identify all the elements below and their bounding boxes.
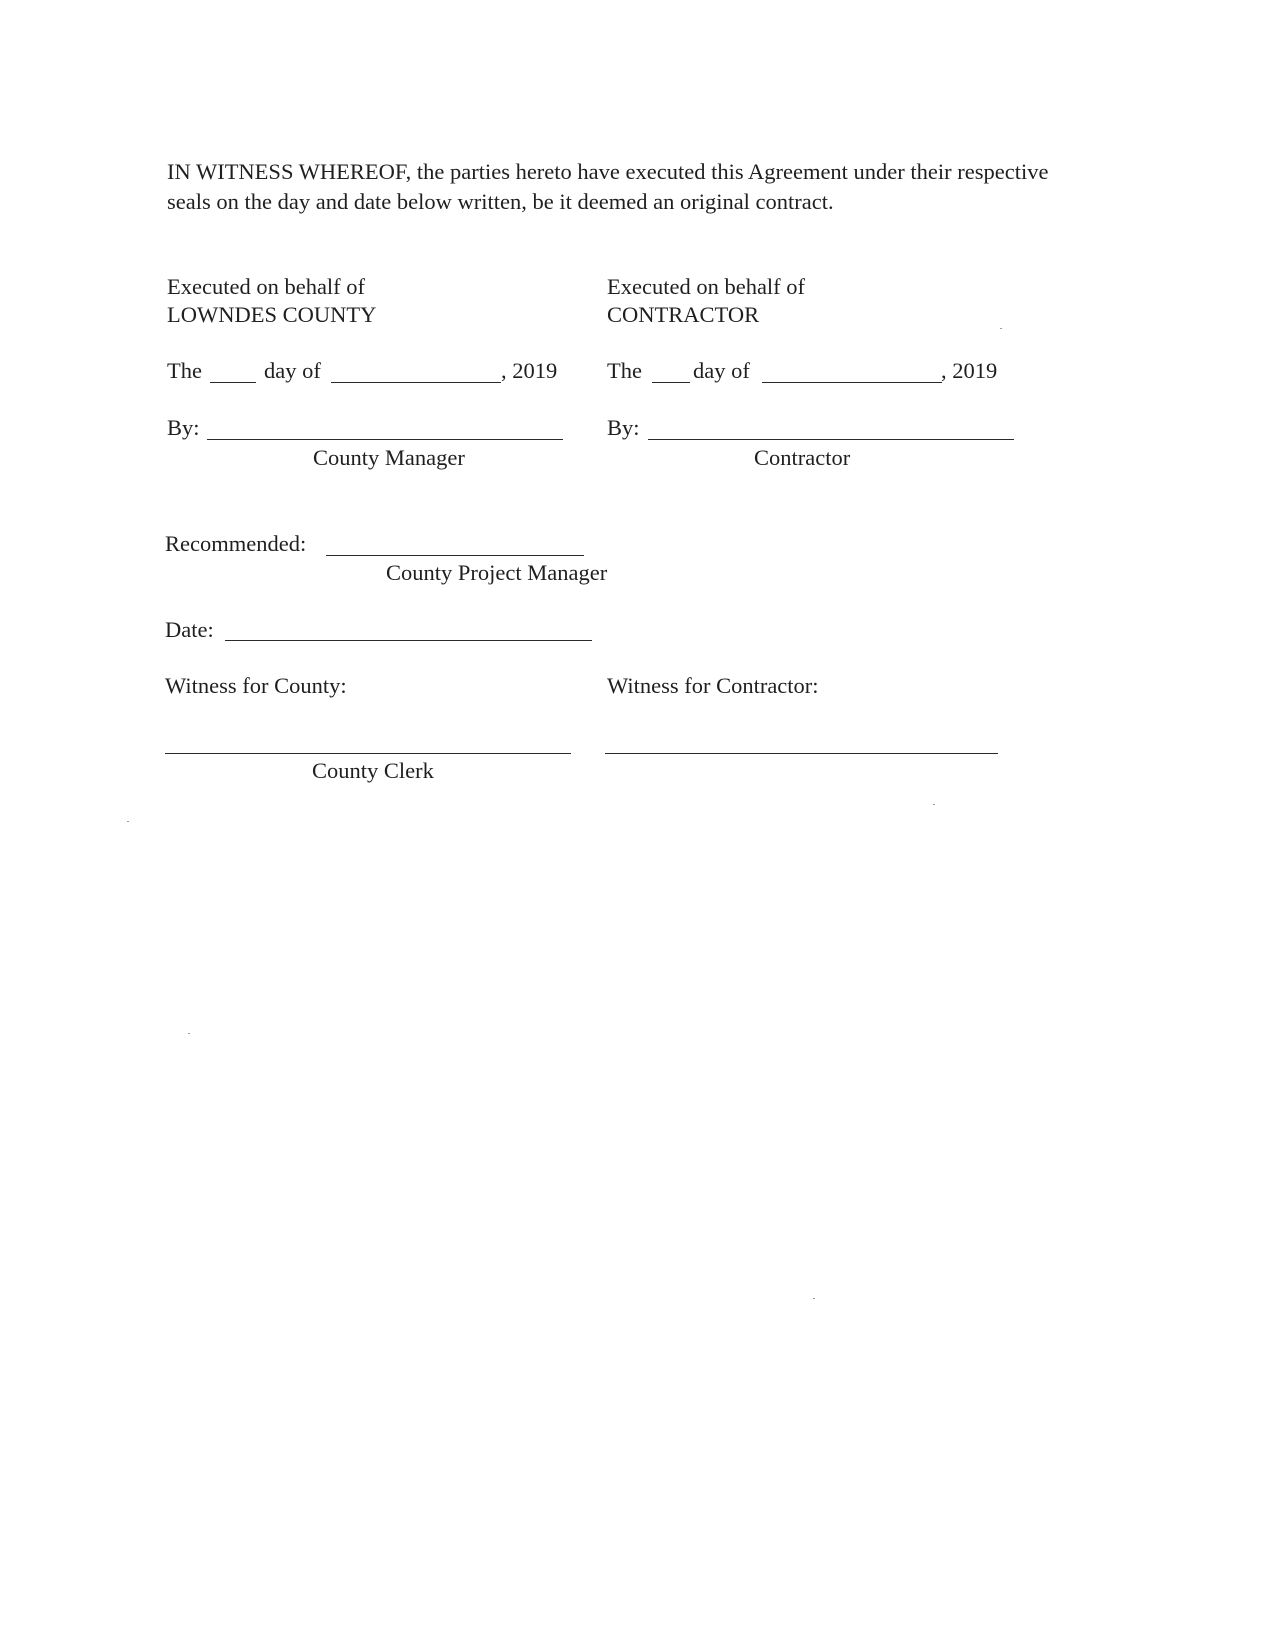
scan-speck	[127, 821, 129, 822]
contractor-day-blank[interactable]	[652, 382, 690, 383]
county-month-blank[interactable]	[331, 382, 501, 383]
contractor-signature-line[interactable]	[648, 439, 1014, 440]
witness-contractor-label: Witness for Contractor:	[607, 673, 819, 698]
contractor-the-label: The	[607, 358, 642, 383]
contractor-day-of-label: day of	[693, 358, 750, 383]
date-label: Date:	[165, 617, 214, 642]
county-project-manager-title: County Project Manager	[386, 560, 608, 585]
county-clerk-title: County Clerk	[312, 758, 434, 783]
county-party-name: LOWNDES COUNTY	[167, 302, 377, 327]
county-the-label: The	[167, 358, 202, 383]
contractor-month-blank[interactable]	[762, 382, 942, 383]
contractor-by-label: By:	[607, 415, 640, 440]
contractor-party-name: CONTRACTOR	[607, 302, 760, 327]
witness-county-label: Witness for County:	[165, 673, 347, 698]
scan-speck	[1000, 328, 1002, 329]
county-manager-signature-line[interactable]	[207, 439, 563, 440]
scan-speck	[188, 1033, 190, 1034]
date-line[interactable]	[225, 640, 592, 641]
county-year-suffix: , 2019	[501, 358, 558, 383]
recommended-label: Recommended:	[165, 531, 307, 556]
paragraph-line-1: IN WITNESS WHEREOF, the parties hereto have executed this Agreement under their respective	[167, 159, 1049, 184]
county-executed-label: Executed on behalf of	[167, 274, 366, 299]
county-manager-title: County Manager	[313, 445, 465, 470]
scan-speck	[813, 1298, 815, 1299]
witness-whereof-paragraph	[167, 157, 1127, 217]
recommended-signature-line[interactable]	[326, 555, 584, 556]
contractor-title: Contractor	[754, 445, 851, 470]
scan-speck	[933, 804, 935, 805]
county-day-blank[interactable]	[210, 382, 256, 383]
witness-contractor-signature-line[interactable]	[605, 753, 998, 754]
county-by-label: By:	[167, 415, 200, 440]
contractor-year-suffix: , 2019	[941, 358, 998, 383]
contractor-executed-label: Executed on behalf of	[607, 274, 806, 299]
witness-county-signature-line[interactable]	[165, 753, 571, 754]
paragraph-line-2: seals on the day and date below written, be it deemed an original contract.	[167, 189, 834, 214]
county-day-of-label: day of	[264, 358, 321, 383]
